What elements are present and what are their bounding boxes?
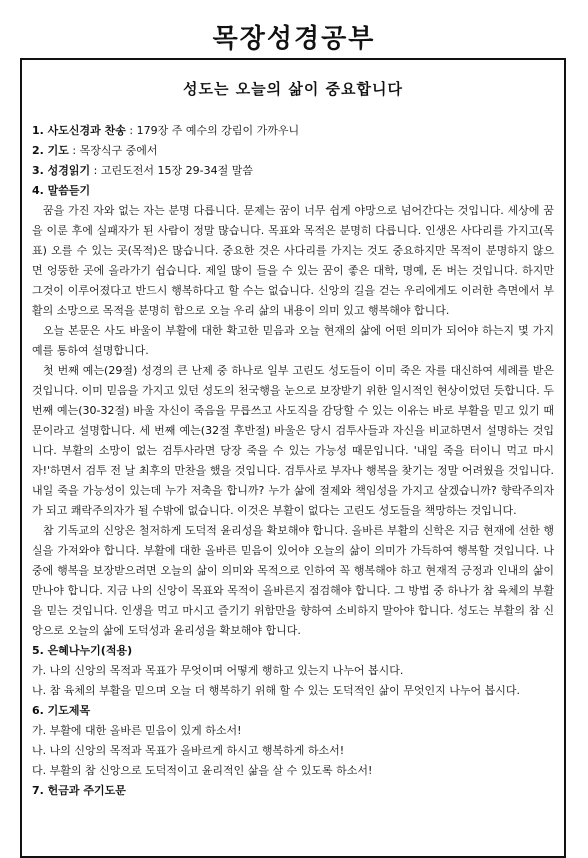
sermon-paragraph: 오늘 본문은 사도 바울이 부활에 대한 확고한 믿음과 오늘 현재의 삶에 어떤 의미가 되어야 하는지 몇 가지 예를 통하여 설명합니다.: [32, 324, 554, 357]
section-prayer-topics-label: 6. 기도제목: [32, 704, 91, 717]
sermon-paragraph: 꿈을 가진 자와 없는 자는 분명 다릅니다. 문제는 꿈이 너무 쉽게 야망으로 넘어간다는 것입니다. 세상에 꿈을 이룬 후에 실패자가 된 사람이 정말 많습니다. 목표와 목적은 분명히 다릅니다. 인생은 사다리를 가지고(목표) 오를 수 있는 곳(목적)은 많습니다. 중요한 것은 사다리를 가지는 것도 중요하지만 목적이 분명하지 않으면 엉뚱한 곳에 올라가기 쉽습니다. 제일 많이 들을 수 있는 꿈이 좋은 대학, 명예, 돈 버는 것입니다. 하지만 그것이 이루어졌다고 반드시 행복하다고 할 수는 없습니다. 신앙의 길을 걷는 우리에게도 이러한 측면에서 부활의 소망으로 목적을 분명히 함으로 오늘 우리 삶의 내용이 의미 있고 행복해야 합니다.: [32, 204, 554, 317]
section-offering-label: 7. 헌금과 주기도문: [32, 784, 126, 797]
document-frame: [20, 58, 566, 858]
section-prayer-text: : 목장식구 중에서: [68, 144, 158, 157]
section-reading-text: : 고린도전서 15장 29-34절 말씀: [90, 164, 253, 177]
sermon-paragraph: 참 기독교의 신앙은 철저하게 도덕적 윤리성을 확보해야 합니다. 올바른 부활의 신학은 지금 현재에 선한 행실을 가져와야 합니다. 부활에 대한 올바른 믿음이 있어야 오늘의 삶이 의미가 가득하여 행복할 것입니다. 나중에 행복을 보장받으려면 오늘의 삶이 의미와 목적으로 인하여 꼭 행복해야 하고 현재적 긍정과 인내의 삶이 만나야 합니다. 지금 나의 신앙이 목표와 목적이 올바른지 점검해야 합니다. 그 방법 중 하나가 참 육체의 부활을 믿는 것입니다. 인생을 먹고 마시고 즐기기 위함만을 향하여 소비하지 말아야 합니다. 성도는 부활의 참 신앙으로 오늘의 삶에 도덕성과 윤리성을 확보해야 합니다.: [32, 524, 554, 637]
section-sharing-label: 5. 은혜나누기(적용): [32, 644, 133, 657]
section-hymn-label: 1. 사도신경과 찬송: [32, 124, 126, 137]
section-hymn: [32, 121, 554, 141]
section-hymn-text: : 179장 주 예수의 강림이 가까우니: [125, 124, 300, 137]
section-reading-label: 3. 성경읽기: [32, 164, 91, 177]
sharing-item: 가. 나의 신앙의 목적과 목표가 무엇이며 어떻게 행하고 있는지 나누어 봅시다.: [32, 664, 404, 677]
section-prayer-label: 2. 기도: [32, 144, 69, 157]
section-reading: [32, 161, 554, 181]
document-body: [22, 121, 564, 801]
document-title: 성도는 오늘의 삶이 중요합니다: [182, 80, 404, 98]
page-title: 목장성경공부: [212, 24, 376, 54]
prayer-item: 다. 부활의 참 신앙으로 도덕적이고 윤리적인 삶을 살 수 있도록 하소서!: [32, 764, 373, 777]
sharing-item: 나. 참 육체의 부활을 믿으며 오늘 더 행복하기 위해 할 수 있는 도덕적인 삶이 무엇인지 나누어 봅시다.: [32, 684, 520, 697]
section-sermon-label: 4. 말씀듣기: [32, 184, 91, 197]
prayer-item: 나. 나의 신앙의 목적과 목표가 올바르게 하시고 행복하게 하소서!: [32, 744, 345, 757]
section-prayer: [32, 141, 554, 161]
prayer-item: 가. 부활에 대한 올바른 믿음이 있게 하소서!: [32, 724, 242, 737]
sermon-paragraph: 첫 번째 예는(29절) 성경의 큰 난제 중 하나로 일부 고린도 성도들이 이미 죽은 자를 대신하여 세례를 받은 것입니다. 이미 믿음을 가지고 있던 성도의 천국행을 눈으로 보장받기 위한 일시적인 현상이었던 듯합니다. 두 번째 예는(30-32절) 바울 자신이 죽음을 무릅쓰고 사도직을 감당할 수 있는 이유는 바로 부활을 믿고 있기 때문이라고 설명합니다. 세 번째 예는(32절 후반절) 바울은 당시 검투사들과 자신을 비교하면서 설명하는 것입니다. 부활의 소망이 없는 검투사라면 당장 죽을 수 있는 가능성 때문입니다. '내일 죽을 터이니 먹고 마시자!'하면서 검투 전 날 최후의 만찬을 했을 것입니다. 검투사로 부자나 행복을 찾기는 정말 어려웠을 것입니다. 내일 죽을 가능성이 있는데 누가 저축을 합니까? 누가 삶에 절제와 책임성을 가지고 살겠습니까? 향락주의자가 되고 쾌락주의자가 될 수밖에 없습니다. 이것은 부활이 없다는 고린도 성도들을 책망하는 것입니다.: [32, 364, 554, 517]
